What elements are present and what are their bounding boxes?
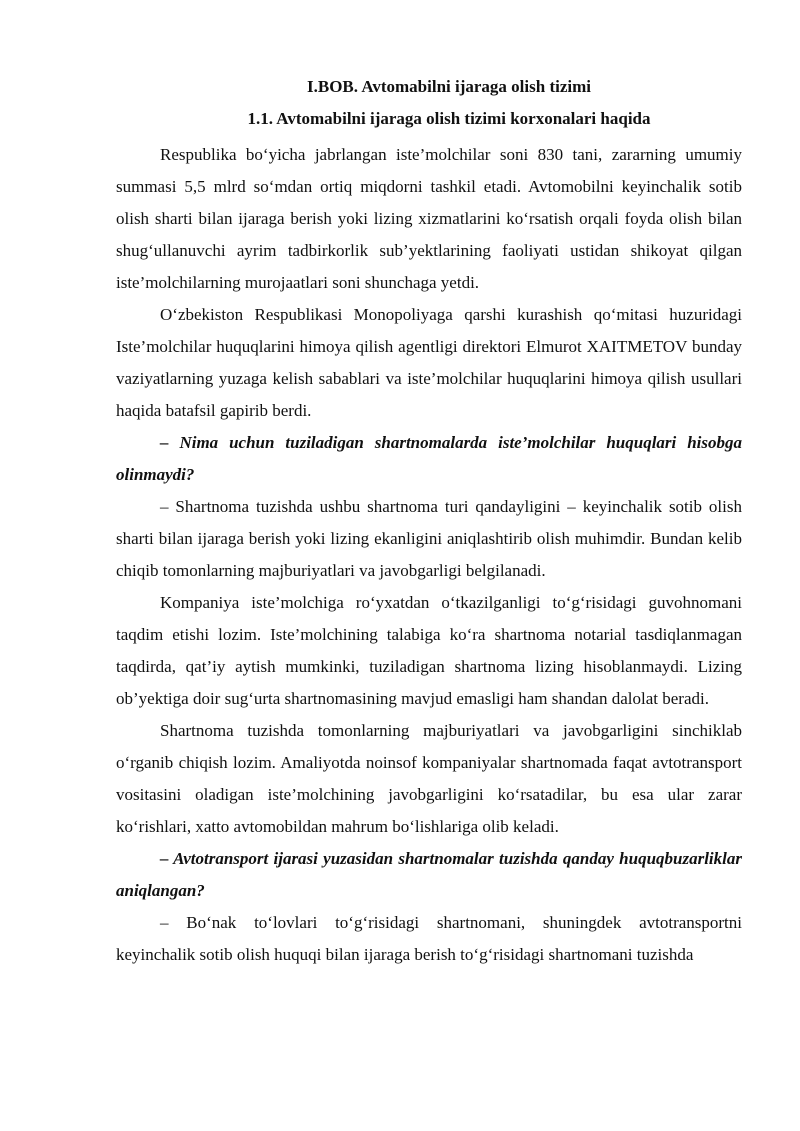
interview-answer-1: – Shartnoma tuzishda ushbu shartnoma turi qandayligini – keyinchalik sotib olish sharti bilan ijaraga berish yoki lizing ekanligini aniqlashtirib olish muhimdir. Bundan kelib chiqib tomonlarning majburiyatlari va javobgarligi belgilanadi.: [116, 497, 742, 580]
interview-answer-2: – Bo‘nak to‘lovlari to‘g‘risidagi shartnomani, shuningdek avtotransportni keyinchalik sotib olish huquqi bilan ijaraga berish to‘g‘risidagi shartnomani tuzishda: [116, 913, 742, 964]
interview-question-1: – Nima uchun tuziladigan shartnomalarda iste’molchilar huquqlari hisobga olinmaydi?: [116, 433, 742, 484]
paragraph-registration-certificate: Kompaniya iste’molchiga ro‘yxatdan o‘tkazilganligi to‘g‘risidagi guvohnomani taqdim etishi lozim. Iste’molchining talabiga ko‘ra shartnoma notarial tasdiqlanmagan taqdirda, qat’iy aytish mumkinki, tuziladigan shartnoma lizing hisoblanmaydi. Lizing ob’yektiga doir sug‘urta shartnomasining mavjud emasligi ham shandan dalolat beradi.: [116, 593, 742, 708]
interview-question-2: – Avtotransport ijarasi yuzasidan shartnomalar tuzishda qanday huquqbuzarliklar aniqlangan?: [116, 849, 742, 900]
chapter-title: I.BOB. Avtomabilni ijaraga olish tizimi: [307, 77, 591, 96]
paragraph-statistics: Respublika bo‘yicha jabrlangan iste’molchilar soni 830 tani, zararning umumiy summasi 5,5 mlrd so‘mdan ortiq miqdorni tashkil etadi. Avtomobilni keyinchalik sotib olish sharti bilan ijaraga berish yoki lizing xizmatlarini ko‘rsatish orqali foyda olish bilan shug‘ullanuvchi ayrim tadbirkorlik sub’yektlarining faoliyati ustidan shikoyat qilgan iste’molchilarning murojaatlari soni shunchaga yetdi.: [116, 145, 742, 292]
paragraph-agency-director: O‘zbekiston Respublikasi Monopoliyaga qarshi kurashish qo‘mitasi huzuridagi Iste’molchilar huquqlarini himoya qilish agentligi direktori Elmurot XAITMETOV bunday vaziyatlarning yuzaga kelish sabablari va iste’molchilar huquqlarini himoya qilish usullari haqida batafsil gapirib berdi.: [116, 305, 742, 420]
document-page: [116, 76, 742, 971]
section-title: 1.1. Avtomabilni ijaraga olish tizimi korxonalari haqida: [247, 109, 651, 128]
paragraph-obligations: Shartnoma tuzishda tomonlarning majburiyatlari va javobgarligini sinchiklab o‘rganib chiqish lozim. Amaliyotda noinsof kompaniyalar shartnomada faqat avtotransport vositasini oladigan iste’molchining javobgarligini ko‘rsatadilar, bu esa ular zarar ko‘rishlari, xatto avtomobildan mahrum bo‘lishlariga olib keladi.: [116, 721, 742, 836]
